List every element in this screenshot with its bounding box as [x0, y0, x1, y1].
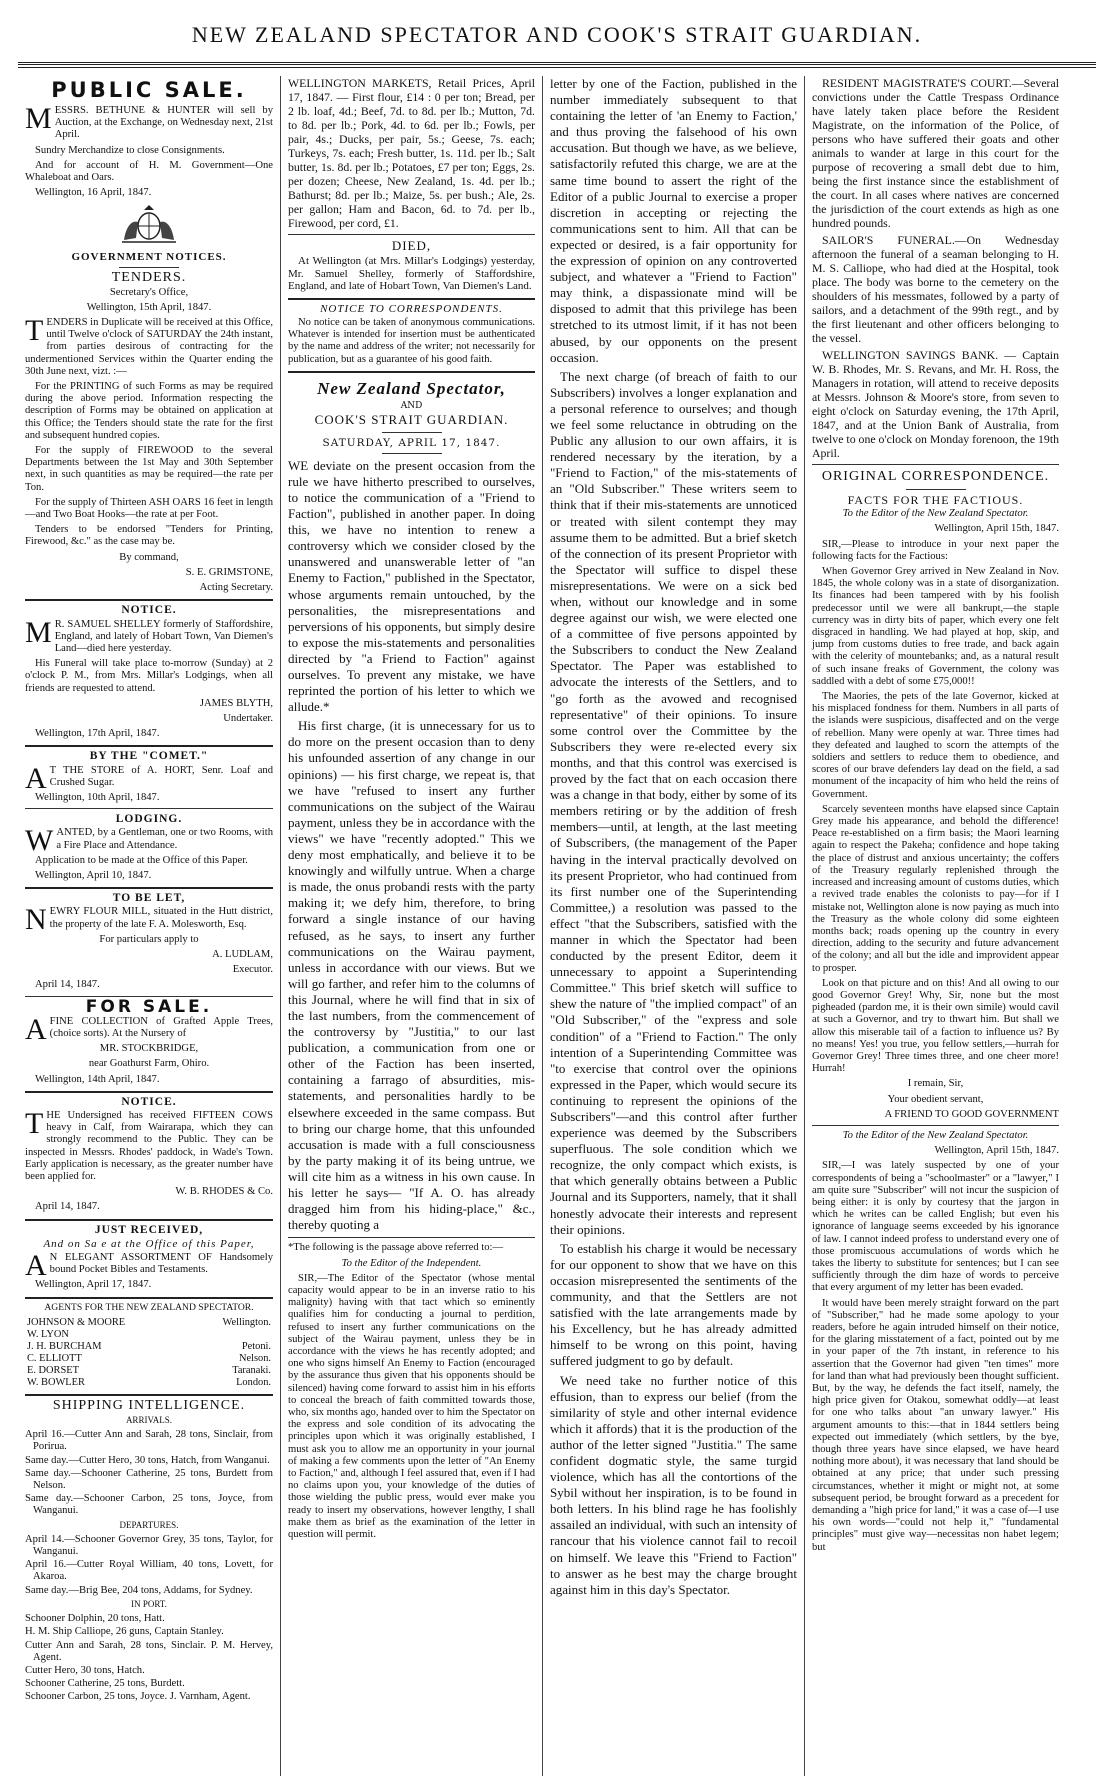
- divider: [812, 464, 1059, 465]
- public-sale-line: Sundry Merchandize to close Consignments.: [35, 144, 225, 156]
- received-heading: JUST RECEIVED,: [94, 1223, 204, 1236]
- received-para: N ELEGANT ASSORTMENT OF Handsomely bound Pocket Bibles and Testaments.: [49, 1252, 273, 1276]
- tenders-notice: [25, 272, 273, 594]
- tenders-office: Secretary's Office,: [109, 286, 189, 298]
- footnote-intro: *The following is the passage above referred to:—: [288, 1242, 504, 1254]
- divider: [288, 1237, 535, 1238]
- in-port-heading: IN PORT.: [131, 1598, 167, 1609]
- agent-name: C. ELLIOTT: [27, 1352, 82, 1364]
- sailors-funeral-item: SAILOR'S FUNERAL.—On Wednesday afternoon the funeral of a seaman belonging to H. M. S. Calliope, who had died at the Hospital, took place. The body was borne to the cemetery on the shoulders of his messmates, followed by a party of sailors, and a detachment of the 99th regt., and by the first lieutenant and other officers belonging to the vessel.: [812, 233, 1059, 345]
- comet-date: Wellington, 10th April, 1847.: [35, 791, 160, 803]
- divider: [25, 1219, 273, 1221]
- letter-heading: FACTS FOR THE FACTIOUS.: [847, 493, 1024, 507]
- cows-notice: [25, 1096, 273, 1214]
- drop-cap: M: [25, 102, 52, 135]
- agent-row: [25, 1329, 273, 1341]
- divider: [288, 298, 535, 300]
- agent-row: [25, 1353, 273, 1365]
- tenders-para: ENDERS in Duplicate will be received at this Office, until Twelve o'clock of SATURDAY the 24th instant, from parties desirous of contracting for the undermentioned Services within the Quarter ending the 30th June next, vizt. :—: [25, 317, 273, 377]
- public-sale-date: Wellington, 16 April, 1847.: [35, 187, 152, 199]
- footnote-text: SIR,—The Editor of the Spectator (whose mental capacity would appear to be in an inverse ratio to his malignity) having with that tact which so eminently qualifies him for conducting a journal to perdition, refused to insert any further communications on the subject of the Wairau payment, unless they be in accordance with the views he has recently adopted; and one who signs himself An Enemy to Faction (encouraged by the assurance thus given that his opponents should be silenced) having come forward to assist him in his efforts to conceal the breach of faith committed towards those, who, six months ago, handed over to him the Spectator on the express and sole condition of its advocating the principles upon which it was originally established, I must ask you to allow me an opportunity in your journal of making a few comments upon the letter of "An Enemy to Faction," and, although I feel assured that, even if I had no claims upon you, your knowledge of the duties of those wielding the public press, would ever make you ready to insert my observations, however lengthy, I shall make them as brief as the examination of the letter in question will permit.: [288, 1272, 535, 1540]
- agent-place: Petoni.: [241, 1340, 271, 1352]
- letter-addressee: To the Editor of the New Zealand Spectator.: [842, 508, 1029, 520]
- notice-para: His Funeral will take place to-morrow (Sunday) at 2 o'clock P. M., from Mrs. Millar's Lodgings, when all friends are requested to attend.: [25, 658, 273, 694]
- public-sale-heading: PUBLIC SALE.: [51, 78, 247, 102]
- resident-magistrate-item: RESIDENT MAGISTRATE'S COURT.—Several convictions under the Cattle Trespass Ordinance have lately taken place before the Resident Magistrate, on the information of the Police, of persons who have suffered their goats and other animals to wander at large in this court for the purpose of recovering a small debt due to him, being the first instance since the establishment of the court. In all cases where natives are concerned the jurisdiction of the court extends as high as one hundred pounds.: [812, 76, 1059, 230]
- letter-para: It would have been merely straight forward on the part of "Subscriber," had he made some apology to your readers, before he again intruded himself on their notice, for the glaring misstatement of a fact, pointed out by me in your paper of the 7th instant, in reference to his assertion that the Governor had given "ten times" more for land than what had previously been thought sufficient. But, by the way, he defends the fact itself, namely, the high price given for Otakou, somewhat oddly—at least for one who talks about "an unwary lawyer." His argument amounts to this:—that in 1844 settlers being expected out immediately (which settlers, by the bye, though three years have since elapsed, we have heard nothing more about), it was necessary that land should be obtained at any price; that under such pressing circumstances, whether it might or might not, at some subsequent period, be brought forward as a precedent for demanding a "high price for land," it was a case of—I use his own words—"could not help it," "fundamental principles" must give way—necessitas non habet legem; but: [812, 1297, 1059, 1553]
- tenders-signature: S. E. GRIMSTONE,: [185, 566, 273, 578]
- agent-name: J. H. BURCHAM: [27, 1340, 102, 1352]
- agent-name: E. DORSET: [27, 1364, 79, 1376]
- arrivals-list: [25, 1429, 273, 1517]
- drop-cap: A: [25, 1249, 47, 1283]
- markets-report: [288, 76, 535, 230]
- tenders-by: By command,: [119, 551, 179, 563]
- arrivals-heading: ARRIVALS.: [125, 1415, 173, 1426]
- letter-para: When Governor Grey arrived in New Zealand in Nov. 1845, the whole colony was in a state of disorganization. Its finances had been tampered with by his foolish predecessor until we were all bankrupt,—the staple currency was in dirty bits of paper, which every one felt disgraced in handling. We had played at hop, skip, and jump from customs duties to free trade, and back again with the celerity of mountebanks; and, as a natural result of such insane freaks of Government, the colony was saddled with a debt of some £75,000!!: [812, 566, 1059, 687]
- departure-entry: Same day.—Brig Bee, 204 tons, Addams, for Sydney.: [25, 1584, 253, 1596]
- column-2: [280, 76, 542, 1776]
- divider: [288, 371, 535, 373]
- masthead: NEW ZEALAND SPECTATOR AND COOK'S STRAIT GUARDIAN.: [191, 22, 923, 47]
- departures-heading: DEPARTURES.: [119, 1519, 179, 1530]
- divider: [25, 745, 273, 747]
- to-let-date: April 14, 1847.: [35, 979, 100, 991]
- public-sale-ad: [25, 102, 273, 199]
- government-notices-heading: GOVERNMENT NOTICES.: [71, 251, 227, 264]
- editorial-para: letter by one of the Faction, published in the number immediately subsequent to that containing the letter of 'an Enemy to Faction,' and thus proving the falsehood of his own accusation. But though we have, as we believe, satisfactorily refuted this charge, we are at the same time bound to assert the right of the Editor of a public Journal to exercise a proper discretion in accepting or rejecting the communications sent to him. All that can be expected or desired, is a fair opportunity for the expression of opinion on any controverted subject, and whatever a "Friend to Faction" may think, a dispassionate mind will be disposed to admit that this privilege has been stretched to its utmost limit, if it has not been abused, by our opponents on the present occasion.: [550, 76, 797, 365]
- to-let-signature: A. LUDLAM,: [212, 948, 273, 960]
- for-sale-ad: [25, 996, 273, 1086]
- in-port-entry: H. M. Ship Calliope, 26 guns, Captain Stanley.: [25, 1626, 224, 1638]
- paper-title: New Zealand Spectator,: [317, 378, 506, 398]
- lodging-date: Wellington, April 10, 1847.: [35, 869, 152, 881]
- tenders-para: For the PRINTING of such Forms as may be required during the above period. Information respecting the description of Forms may be obtained on application at this Office; the Tenders should state the rate for the first and subsequent hundred copies.: [25, 381, 273, 441]
- drop-cap: A: [25, 1012, 47, 1046]
- drop-cap: T: [25, 314, 44, 348]
- editorial-para: We need take no further notice of this effusion, than to express our belief (from the similarity of style and other internal evidence which it affords) that it is the production of the author of the letter signed "Justitia." The same confident dogmatic style, the same turgid violence, which has all the contortions of the Sybil without her inspiration, is to be found in both letters. In his blind rage he has foolishly assailed an individual, with such an intensity of rancour that his violence cannot fail to recoil on himself. We leave this "Friend to Faction" to answer as he best may the charge brought against him in this day's Spectator.: [550, 1372, 797, 1597]
- correspondence-heading: ORIGINAL CORRESPONDENCE.: [821, 469, 1050, 484]
- tenders-date: Wellington, 15th April, 1847.: [86, 301, 212, 313]
- footnote-heading: To the Editor of the Independent.: [341, 1257, 482, 1269]
- to-let-role: Executor.: [232, 964, 273, 976]
- letter-para: SIR,—Please to introduce in your next paper the following facts for the Factious:: [812, 538, 1059, 562]
- letter-para: Look on that picture and on this! And all owing to our good Governor Grey! Why, Sir, none but the most pigheaded (pardon me, it is their own simile) would cavil at such a Governor, and try to thwart him. But shall we allow this miserable tail of a faction to influence us? By no means! Yes! you true, you fellow settlers,—hurrah for Governor Grey! Three times three, and one cheer more! Hurrah!: [812, 977, 1059, 1075]
- letter-para: SIR,—I was lately suspected by one of your correspondents of being a "schoolmaster" or a "lawyer," I am quite sure "Subscriber" will not incur the suspicion of being either: it is only by courtesy that the jargon in which he writes can be called English; but even his ignorance of language seems exceeded by his ignorance of law. I cannot indeed profess to understand every one of those promiscuous accumulations of words which he takes the liberty to substitute for sentences; but I can see sufficiently through the dim haze of words to perceive that every argument of my letter has been evaded.: [812, 1160, 1059, 1294]
- agent-row: [25, 1377, 273, 1389]
- royal-arms-icon: [25, 202, 273, 248]
- arrival-entry: Same day.—Schooner Carbon, 25 tons, Joyce, from Wanganui.: [25, 1493, 273, 1517]
- received-date: Wellington, April 17, 1847.: [35, 1279, 152, 1291]
- notice-para: HE Undersigned has received FIFTEEN COWS heavy in Calf, from Wairarapa, which they can strongly recommend to the Public. They can be inspected in Messrs. Rhodes' paddock, in Wade's Town. Early application is necessary, as the greater number have been applied for.: [25, 1110, 273, 1183]
- agent-name: W. LYON: [27, 1328, 69, 1340]
- editorial-continued: [550, 76, 797, 1598]
- to-let-heading: TO BE LET,: [112, 892, 186, 905]
- public-sale-line: And for account of H. M. Government—One Whaleboat and Oars.: [25, 159, 273, 184]
- letter-date: Wellington, April 15th, 1847.: [934, 1145, 1059, 1157]
- letter-signature: A FRIEND TO GOOD GOVERNMENT: [884, 1108, 1059, 1120]
- for-sale-para: MR. STOCKBRIDGE,: [99, 1043, 199, 1055]
- for-sale-para: near Goathurst Farm, Ohiro.: [88, 1058, 210, 1070]
- arrival-entry: Same day.—Cutter Hero, 30 tons, Hatch, from Wanganui.: [25, 1454, 270, 1466]
- column-4: [804, 76, 1066, 1776]
- agent-row: [25, 1365, 273, 1377]
- in-port-entry: Schooner Carbon, 25 tons, Joyce. J. Varnham, Agent.: [25, 1691, 251, 1703]
- divider: [25, 1394, 273, 1396]
- markets-text: WELLINGTON MARKETS, Retail Prices, April 17, 1847. — First flour, £14 : 0 per ton; Bread, per 2 lb. loaf, 4d.; Beef, 7d. to 8d. per lb.; Mutton, 7d. to 8d. per lb.; Pork, 4d. to 6d. per lb.; Fowls, per pair, 4s.; Ducks, per pair, 5s.; Geese, 7s. each; Turkeys, 7s. each; Fresh butter, 1s. 11d. per lb.; Salt butter, 1s. 8d. per lb.; Potatoes, £7 per ton; Eggs, 2s. per dozen; Cheese, New Zealand, 1s. 4d. per lb.; Bathurst; 8d. per lb.; Maize, 5s. per bush.; Ale, 2s. per gallon; Ham and Bacon, 6d. to 7d. per lb., Firewood, per cord, £1.: [288, 76, 535, 230]
- to-let-ad: [25, 892, 273, 991]
- editorial-para: The next charge (of breach of faith to our Subscribers) involves a longer explanation and a personal reference to ourselves; and though we feel some reluctance in obtruding on the Public any allusion to our own affairs, it is rendered necessary by the iteration, by a "Friend to Faction," of the mis-statements of an "Old Subscriber." These writers seem to think that if their mis-statements are unnoticed or treated with silent contempt they may assume them to be admitted. But a brief sketch of the connection of its present Proprietor with the Spectator will suffice to dispel these misrepresentations. We were on a sick bed when, without our knowledge and in some degree against our wish, we were elected one of a committee of five persons appointed by the Subscribers to conduct the New Zealand Spectator. The Paper was established to advocate the interests of the Settlers, and to "go forth as the avowed and recognised representative" of their opinions. To insure some control over the Committee by the Subscribers they were re-elected every six months, and that this control was exercised is proved by the fact that on each occasion there was a change in that body, either by some of its members retiring or by the addition of fresh members—until, at length, at the last meeting of Subscribers, (the management of the Paper having in the interval practically devolved on its present Proprietor, who had continued from its first number one of the Superintending Committee,) a resolution was passed to the effect "that the Subscribers, satisfied with the manner in which the Spectator had been conducted by the present Editor, deem it unnecessary to appoint a Superintending Committee." This brief sketch will suffice to shew the nature of "the implied compact" of an "Old Subscriber," of the "express and sole condition" of a "Friend to Faction." The only intention of a Superintending Committee was "to exercise that control over the opinions expressed in the Paper, which would secure its continuing to represent the opinions of the Subscribers"—and this control after further experience was deemed by the Subscribers superfluous. The sole condition which we recognize, the only compact which exists, is that which generally obtains between a Public Journal and its Supporters, namely, that it shall honestly advocate their interests and represent their opinions.: [550, 368, 797, 1237]
- divider: [25, 1091, 273, 1093]
- shelley-notice: [25, 604, 273, 740]
- letter-second: [812, 1130, 1059, 1554]
- divider: [25, 599, 273, 601]
- agent-row: [25, 1317, 273, 1329]
- tenders-para: Tenders to be endorsed "Tenders for Printing, Firewood, &c." as the case may be.: [25, 524, 273, 548]
- to-let-para: For particulars apply to: [99, 933, 199, 945]
- drop-cap: T: [25, 1107, 44, 1140]
- ntc-text: No notice can be taken of anonymous communications. Whatever is intended for insertion must be authenticated by the name and address of the writer; not necessarily for publication, but as a guarantee of his good faith.: [288, 316, 535, 365]
- shipping-heading: SHIPPING INTELLIGENCE.: [52, 1397, 246, 1413]
- notice-to-correspondents: [288, 303, 535, 366]
- shipping-intelligence: [25, 1397, 273, 1704]
- in-port-entry: Schooner Catherine, 25 tons, Burdett.: [25, 1678, 185, 1690]
- divider: [25, 1297, 273, 1299]
- departure-entry: April 16.—Cutter Royal William, 40 tons, Lovett, for Akaroa.: [25, 1559, 273, 1583]
- divider: [382, 453, 442, 454]
- letter-signoff: I remain, Sir,: [907, 1078, 964, 1090]
- divider: [25, 887, 273, 889]
- paper-title-and: AND: [400, 400, 423, 411]
- divider: [119, 267, 179, 268]
- agent-name: JOHNSON & MOORE: [27, 1316, 126, 1328]
- agent-place: [189, 1329, 273, 1341]
- received-ad: [25, 1224, 273, 1292]
- column-1: [18, 76, 280, 1776]
- drop-cap: N: [25, 903, 47, 937]
- drop-cap: A: [25, 761, 47, 795]
- letter-para: The Maories, the pets of the late Governor, kicked at his misplaced fondness for them. Numbers in all parts of the islands were suspicious, disaffected and on the verge of rebellion. Many were openly at war. Three times had they defeated and laughed to scorn the attempts of the soldiers and settlers to reduce them to obedience, and scores of our brave defenders lay dead on the field, a sad monument of the incapacity of him who held the reins of Government.: [812, 691, 1059, 800]
- comet-ad: [25, 750, 273, 804]
- agent-place: Wellington.: [222, 1316, 271, 1328]
- tenders-heading: TENDERS.: [111, 270, 187, 286]
- notice-heading: NOTICE.: [121, 1095, 177, 1108]
- agents-heading: AGENTS FOR THE NEW ZEALAND SPECTATOR.: [44, 1301, 254, 1313]
- letter-addressee: To the Editor of the New Zealand Spectator.: [842, 1129, 1029, 1141]
- to-let-para: EWRY FLOUR MILL, situated in the Hutt district, the property of the late F. A. Molesworth, Esq.: [49, 906, 273, 930]
- savings-bank-item: WELLINGTON SAVINGS BANK. — Captain W. B. Rhodes, Mr. S. Revans, and Mr. H. Ross, the Managers in rotation, will attend to receive deposits at Messrs. Johnson & Moore's store, from seven to eight o'clock on Saturday evening, the 17th April, 1847, and at the Union Bank of Australia, from twelve to one o'clock on Monday forenoon, the 19th April.: [812, 348, 1059, 460]
- editorial-para: To establish his charge it would be necessary for our opponent to show that we have on this occasion misrepresented the sentiments of the community, and that the Settlers are not satisfied with the late arrangements made by his Excellency, but he has already admitted himself to be wrong on this point, having suffered judgment to go by default.: [550, 1240, 797, 1369]
- divider: [288, 234, 535, 235]
- editorial: [288, 458, 535, 1234]
- editorial-footnote: [288, 1242, 535, 1541]
- notice-para: R. SAMUEL SHELLEY formerly of Staffordshire, England, and lately of Hobart Town, Van Diemen's Land—died here yesterday.: [54, 618, 273, 654]
- agent-place: London.: [236, 1376, 271, 1388]
- columns: [18, 76, 1096, 1776]
- in-port-entry: Schooner Dolphin, 20 tons, Hatt.: [25, 1613, 165, 1625]
- editorial-dateline: SATURDAY, APRIL 17, 1847.: [322, 436, 501, 449]
- agents-table: [25, 1317, 273, 1389]
- agents-list: [25, 1302, 273, 1389]
- in-port-entry: Cutter Hero, 30 tons, Hatch.: [25, 1664, 145, 1676]
- received-sub: And on Sa e at the Office of this Paper,: [43, 1237, 255, 1250]
- divider: [812, 1125, 1059, 1126]
- arrival-entry: Same day.—Schooner Catherine, 25 tons, Burdett from Nelson.: [25, 1467, 273, 1492]
- ntc-heading: NOTICE TO CORRESPONDENTS.: [320, 302, 503, 315]
- divider: [25, 808, 273, 809]
- tenders-para: For the supply of FIREWOOD to the several Departments between the 1st May and 30th September next, in such quantities as may be required—the rate per Ton.: [25, 445, 273, 493]
- notice-signature: W. B. RHODES & Co.: [175, 1186, 273, 1198]
- lodging-para: Application to be made at the Office of this Paper.: [35, 854, 248, 866]
- divider: [906, 489, 966, 490]
- comet-para: T THE STORE of A. HORT, Senr. Loaf and Crushed Sugar.: [49, 764, 273, 788]
- in-port-entry: Cutter Ann and Sarah, 28 tons, Sinclair. P. M. Hervey, Agent.: [25, 1639, 273, 1663]
- for-sale-para: FINE COLLECTION of Grafted Apple Trees, (choice sorts). At the Nursery of: [49, 1015, 273, 1039]
- agent-place: Taranaki.: [232, 1364, 271, 1376]
- notice-signature: JAMES BLYTH,: [199, 697, 273, 709]
- tenders-para: For the supply of Thirteen ASH OARS 16 feet in length—and Two Boat Hooks—the rate at per Foot.: [25, 496, 273, 521]
- divider: [382, 432, 442, 433]
- editorial-para: WE deviate on the present occasion from the rule we have hitherto prescribed to ourselves, to notice the communication of a "Friend to Faction", published in another paper. In doing this, we have no intention to renew a controversy which we consider closed by the unanswered and unanswerable letter of "an Enemy to Faction," published in the Spectator, whose arguments remain untouched, by the personalities, the misrepresentations and perversions of his opponents, but simply desire to expose the mis-statements and personalities directed by "a Friend to Faction" against ourselves. To prevent any mistake, we have reprinted the portion of his letter to which we allude.*: [288, 457, 535, 715]
- departure-entry: April 14.—Schooner Governor Grey, 35 tons, Taylor, for Wanganui.: [25, 1533, 273, 1558]
- tenders-role: Acting Secretary.: [199, 582, 273, 594]
- letter-facts-for-factious: [812, 494, 1059, 1121]
- arrival-entry: April 16.—Cutter Ann and Sarah, 28 tons, Sinclair, from Porirua.: [25, 1429, 273, 1453]
- paper-subtitle: COOK'S STRAIT GUARDIAN.: [314, 411, 509, 427]
- died-heading: DIED,: [391, 238, 432, 253]
- letter-date: Wellington, April 15th, 1847.: [934, 523, 1059, 535]
- notice-role: Undertaker.: [223, 712, 273, 724]
- drop-cap: W: [25, 824, 54, 858]
- for-sale-heading: FOR SALE.: [85, 996, 213, 1017]
- letter-para: Scarcely seventeen months have elapsed since Captain Grey made his appearance, and behold the difference! Peace re-established on a firm basis; the Maori learning again to respect the Pakeha; confidence and hope taking the place of distrust and anxious uncertainty; the coffers of the Treasury regularly replenished through the increased and increasing amount of customs duties, which a revived trade enables the colonists to pay—for if I mistake not, Wellington alone is now paying as much into the Treasury as the whole colony did some eighteen months back; roads opening up the country in every direction, adding to the security and future advancement of the colony; and all but the idle and improvident appear to prosper.: [812, 803, 1059, 974]
- lodging-heading: LODGING.: [115, 813, 183, 826]
- letter-signoff: Your obedient servant,: [887, 1093, 984, 1105]
- lodging-para: ANTED, by a Gentleman, one or two Rooms, with a Fire Place and Attendance.: [56, 827, 273, 851]
- column-3: [542, 76, 804, 1776]
- comet-heading: BY THE "COMET.": [89, 750, 209, 763]
- agent-place: Nelson.: [238, 1352, 271, 1364]
- editorial-para: His first charge, (it is unnecessary for us to do more on the present occasion than to deny his unfounded assertion of any change in our opinions) — his first charge, we repeat is, that we have "refused to insert any further communications on the subject of the Wairau payment, unless they be in accordance with the views" we have "recently adopted." This we deny most emphatically, and believe it to be knowingly and wilfully untrue. When a charge is made, the onus probandi rests with the party making it; we defy him, therefore, to bring forward a single instance of our having refused, as he says, to insert any further communications on the Wairau payment, unless in accordance with our views. But we will go farther, and refer him to the columns of this Journal, where he will find that in six of the last numbers, from the commencement of the controversy by "Justitia," to our last publication, a communication from one or other of the Faction has been inserted, containing a farrago of absurdities, mis-statements, and personalities hardly to be elsewhere exceeded in the same compass. But to bring our charge home, that this unfounded accusation is made with a full consciousness by the party making it of its being untrue, we will cite him as a witness in his own cause. In his letter he says— "If A. O. has already dragged him from his hiding-place," &c., thereby quoting a: [288, 718, 535, 1233]
- notice-heading: NOTICE.: [121, 604, 177, 617]
- agent-row: [25, 1341, 273, 1353]
- died-text: At Wellington (at Mrs. Millar's Lodgings) yesterday, Mr. Samuel Shelley, formerly of Staffordshire, England, and late of Hobart Town, Van Diemen's Land.: [288, 255, 535, 293]
- agent-name: W. BOWLER: [27, 1376, 85, 1388]
- drop-cap: M: [25, 615, 52, 649]
- public-sale-body: ESSRS. BETHUNE & HUNTER will sell by Auction, at the Exchange, on Wednesday next, 21st April.: [54, 105, 273, 141]
- for-sale-date: Wellington, 14th April, 1847.: [35, 1073, 160, 1085]
- departures-list: [25, 1534, 273, 1597]
- notice-date: April 14, 1847.: [35, 1201, 100, 1213]
- lodging-ad: [25, 813, 273, 882]
- death-notice: [288, 239, 535, 293]
- local-news: [812, 76, 1059, 460]
- in-port-list: [25, 1613, 273, 1703]
- notice-date: Wellington, 17th April, 1847.: [35, 728, 160, 740]
- masthead-rule: [18, 62, 1096, 68]
